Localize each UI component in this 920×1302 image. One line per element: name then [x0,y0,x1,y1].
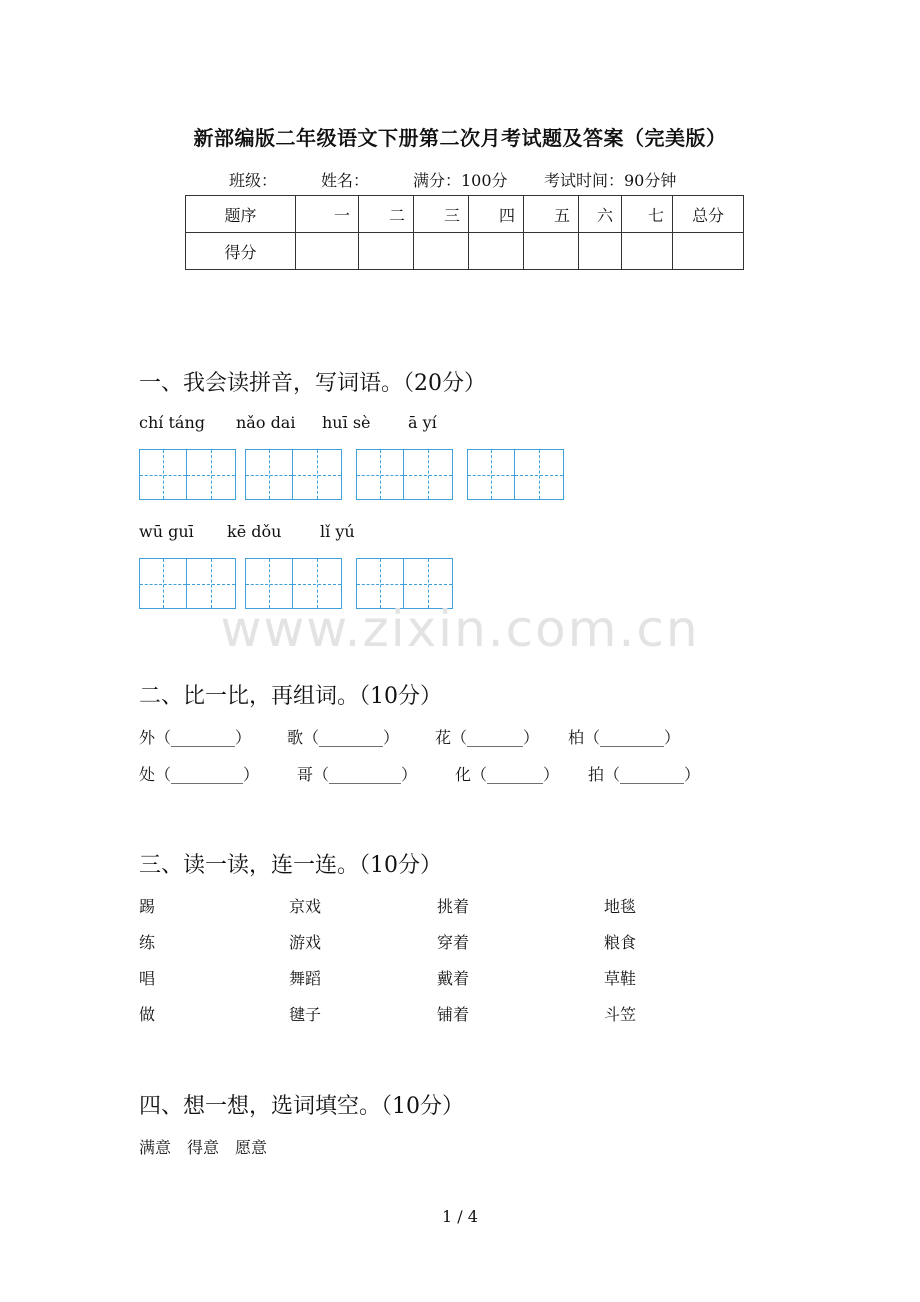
score-input-cell[interactable] [622,233,673,270]
match-word[interactable]: 京戏 [289,897,322,916]
score-table-cell: 题序 [186,196,296,233]
tianzige-box[interactable] [245,449,293,500]
score-table [185,195,744,270]
score-table-cell: 七 [622,196,673,233]
pinyin: nǎo dai [236,413,296,432]
score-table-cell: 四 [469,196,524,233]
word-blank[interactable]: 处（_________） [139,765,260,784]
score-input-cell[interactable] [469,233,524,270]
match-word[interactable]: 地毯 [604,897,637,916]
score-table-cell: 总分 [673,196,744,233]
match-word[interactable]: 练 [139,933,156,952]
match-word[interactable]: 游戏 [289,933,322,952]
match-word[interactable]: 舞蹈 [289,969,322,988]
match-word[interactable]: 挑着 [437,897,470,916]
match-word[interactable]: 唱 [139,969,156,988]
score-table-cell: 三 [414,196,469,233]
section4-heading: 四、想一想，选词填空。（10分） [139,1094,464,1119]
tianzige-word[interactable] [356,449,453,500]
tianzige-box[interactable] [139,449,187,500]
match-word[interactable]: 粮食 [604,933,637,952]
watermark: www.zixin.com.cn [220,600,700,658]
tianzige-box[interactable] [515,449,564,500]
pinyin: huī sè [322,413,371,432]
pinyin: wū guī [139,522,194,541]
score-table-cell: 一 [296,196,359,233]
tianzige-word[interactable] [245,449,342,500]
word-blank[interactable]: 拍（________） [588,765,701,784]
score-table-cell: 得分 [186,233,296,270]
score-table-header-row [186,196,744,233]
section3-heading: 三、读一读，连一连。（10分） [139,853,442,878]
word-blank[interactable]: 歌（________） [287,728,400,747]
pinyin: ā yí [408,413,437,432]
score-table-cell: 五 [524,196,579,233]
score-input-cell[interactable] [296,233,359,270]
score-table-score-row [186,233,744,270]
word-blank[interactable]: 化（_______） [455,765,560,784]
word-choices: 满意 得意 愿意 [139,1138,268,1157]
class-label: 班级： [229,171,278,190]
match-word[interactable]: 斗笠 [604,1005,637,1024]
match-word[interactable]: 戴着 [437,969,470,988]
score-input-cell[interactable] [414,233,469,270]
pinyin: chí táng [139,413,205,432]
exam-time: 考试时间：90分钟 [544,171,677,190]
tianzige-word[interactable] [139,449,236,500]
section2-heading: 二、比一比，再组词。（10分） [139,684,442,709]
pinyin: lǐ yú [320,522,355,541]
match-word[interactable]: 草鞋 [604,969,637,988]
match-word[interactable]: 铺着 [437,1005,470,1024]
name-label: 姓名： [321,171,370,190]
score-input-cell[interactable] [579,233,622,270]
page-number: 1 / 4 [442,1207,478,1226]
score-input-cell[interactable] [524,233,579,270]
tianzige-box[interactable] [187,449,236,500]
tianzige-word[interactable] [467,449,564,500]
tianzige-row-1 [139,449,573,500]
full-score: 满分：100分 [413,171,508,190]
score-table-cell: 二 [359,196,414,233]
word-blank[interactable]: 花（_______） [435,728,540,747]
word-blank[interactable]: 柏（________） [568,728,681,747]
tianzige-box[interactable] [356,449,404,500]
match-word[interactable]: 踢 [139,897,156,916]
tianzige-box[interactable] [467,449,515,500]
section1-heading: 一、我会读拼音，写词语。（20分） [139,371,486,396]
word-blank[interactable]: 哥（_________） [297,765,418,784]
word-blank[interactable]: 外（________） [139,728,252,747]
match-word[interactable]: 做 [139,1005,156,1024]
score-table-cell: 六 [579,196,622,233]
score-input-cell[interactable] [673,233,744,270]
pinyin: kē dǒu [227,522,282,541]
match-word[interactable]: 穿着 [437,933,470,952]
page-title: 新部编版二年级语文下册第二次月考试题及答案（完美版） [193,126,727,150]
tianzige-box[interactable] [404,449,453,500]
match-word[interactable]: 毽子 [289,1005,322,1024]
tianzige-box[interactable] [293,449,342,500]
score-input-cell[interactable] [359,233,414,270]
